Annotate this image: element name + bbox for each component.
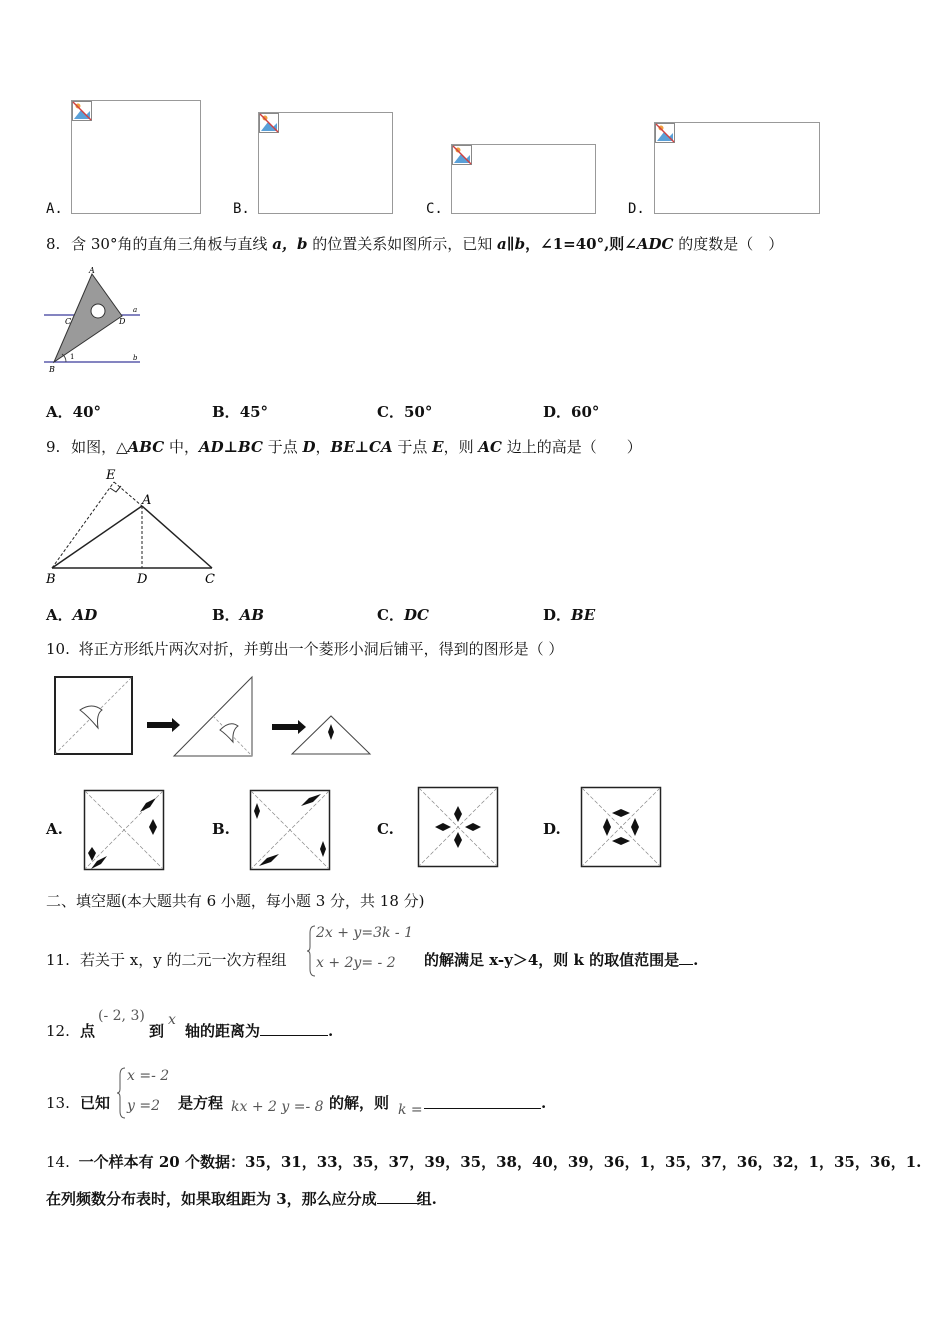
q9-ad: AD	[198, 438, 224, 456]
q8-option-b[interactable]	[212, 402, 268, 422]
q10-option-a-label: A.	[46, 820, 63, 838]
q7-option-c-label: C.	[426, 201, 443, 217]
q12-text-1: 点	[80, 1022, 96, 1040]
q12-answer-blank[interactable]	[260, 1021, 328, 1036]
q13-text-2: 是方程	[178, 1094, 224, 1112]
broken-image-icon	[72, 101, 92, 121]
q11-eq-1: 2x + y=3k - 1	[316, 925, 414, 941]
q11-number: 11.	[46, 951, 70, 969]
q12-question: 轴的距离为	[185, 1022, 261, 1040]
q12-text-3	[185, 1021, 333, 1041]
q9-label-a: A	[142, 493, 152, 508]
q9-number: 9.	[46, 438, 61, 456]
q10-number: 10.	[46, 640, 70, 658]
q8-lines-ab: a，b	[272, 235, 308, 253]
q9-d: D	[302, 438, 316, 456]
section-2-title: 二、填空题(本大题共有 6 小题，每小题 3 分，共 18 分)	[46, 892, 425, 910]
q10-option-b-label: B.	[212, 820, 230, 838]
option-label: D．	[543, 606, 572, 624]
q8-label-a: A	[89, 266, 95, 275]
q14-answer-blank[interactable]	[377, 1189, 417, 1204]
q11-brace	[306, 925, 316, 977]
q9-option-a[interactable]	[46, 605, 97, 625]
q9-label-c: C	[205, 572, 215, 587]
option-value: DC	[403, 606, 429, 624]
broken-image-icon	[452, 145, 472, 165]
option-value: AB	[239, 606, 265, 624]
q10-option-c-figure[interactable]	[417, 786, 499, 868]
option-value: 60°	[571, 403, 600, 421]
option-value: 50°	[403, 403, 433, 421]
q9-text: 中，	[164, 438, 199, 456]
q9-ca: CA	[369, 438, 393, 456]
q9-label-e: E	[106, 468, 116, 483]
q9-option-b[interactable]	[212, 605, 264, 625]
q9-option-c[interactable]	[377, 605, 429, 625]
q9-option-d[interactable]	[543, 605, 595, 625]
q9-text: 如图，△	[71, 438, 128, 456]
q9-be: BE	[330, 438, 355, 456]
q13-answer-blank[interactable]	[424, 1094, 541, 1109]
q14-data: 一个样本有 20 个数据：35，31，33，35，37，39，35，38，40，39，36，1，35，37，36，32，1，35，36，1.	[78, 1153, 922, 1171]
q9-text: 于点	[392, 438, 433, 456]
option-label: C．	[377, 606, 404, 624]
q8-stem	[46, 234, 783, 254]
q8-label-angle-1: 1	[70, 353, 75, 361]
q10-option-d-figure[interactable]	[580, 786, 662, 868]
q9-figure	[42, 464, 222, 588]
q13-text-3: 的解，则	[329, 1094, 390, 1112]
option-label: C．	[377, 403, 404, 421]
q12-point: (- 2, 3)	[98, 1008, 145, 1024]
q13-eq-1: x =- 2	[127, 1068, 170, 1084]
q10-option-d-label: D.	[543, 820, 561, 838]
q8-figure	[42, 264, 152, 376]
q9-stem	[46, 437, 642, 457]
q14-question: 在列频数分布表时，如果取组距为 3，那么应分成	[46, 1190, 377, 1208]
q10-option-b-figure[interactable]	[249, 789, 331, 871]
q11-period: .	[693, 951, 699, 969]
q8-option-c[interactable]	[377, 402, 432, 422]
q9-text: 于点	[262, 438, 303, 456]
option-label: B．	[212, 606, 240, 624]
q8-number: 8.	[46, 235, 61, 253]
q7-option-d-image	[654, 122, 820, 214]
q13-eq-3: kx + 2 y =- 8	[231, 1099, 324, 1115]
q11-text-1: 若关于 x，y 的二元一次方程组	[80, 951, 287, 969]
q9-bc: BC	[238, 438, 263, 456]
q8-angle: ，∠1=40°,则∠	[525, 235, 637, 253]
q14-number: 14.	[46, 1153, 70, 1171]
q12-number: 12.	[46, 1022, 70, 1040]
q7-option-b-image	[258, 112, 393, 214]
q11-eq-2: x + 2y= - 2	[316, 955, 396, 971]
q8-text: 的位置关系如图所示，已知	[307, 235, 497, 253]
q9-text: ，则	[443, 438, 479, 456]
q13-k: k =	[398, 1102, 423, 1118]
q9-ac: AC	[478, 438, 502, 456]
q9-abc: ABC	[127, 438, 165, 456]
q10-option-a-figure[interactable]	[83, 789, 165, 871]
q14-line-1	[46, 1152, 921, 1172]
option-value: AD	[72, 606, 98, 624]
q9-perp: ⊥	[354, 438, 370, 456]
q8-label-line-a: a	[133, 306, 138, 314]
q13-period: .	[541, 1094, 547, 1112]
broken-image-icon	[259, 113, 279, 133]
q8-label-c: C	[65, 317, 72, 326]
q10-option-c-label: C.	[377, 820, 394, 838]
q13-brace	[116, 1067, 126, 1119]
q10-text: 将正方形纸片两次对折，并剪出一个菱形小洞后铺平，得到的图形是（ ）	[78, 640, 564, 658]
q12-text-2: 到	[149, 1022, 165, 1040]
q7-option-c-image	[451, 144, 596, 214]
q8-adc: ADC	[636, 235, 674, 253]
broken-image-icon	[655, 123, 675, 143]
q7-option-d-label: D.	[628, 201, 645, 217]
q7-option-a-image	[71, 100, 201, 214]
q8-label-d: D	[119, 317, 126, 326]
q10-folding-figure	[52, 674, 374, 758]
q9-label-d: D	[137, 572, 148, 587]
q10-stem	[46, 639, 563, 659]
q11-answer-blank[interactable]	[679, 950, 693, 965]
q9-text: ，	[315, 438, 331, 456]
q8-option-a[interactable]	[46, 402, 101, 422]
q13-number: 13.	[46, 1094, 70, 1112]
q12-axis: x	[168, 1012, 176, 1028]
q12-period: .	[328, 1022, 334, 1040]
q9-text: 边上的高是（ ）	[501, 438, 642, 456]
option-value: 40°	[72, 403, 102, 421]
option-label: B．	[212, 403, 240, 421]
option-value: 45°	[239, 403, 269, 421]
option-value: BE	[571, 606, 596, 624]
q8-parallel: a∥b	[496, 235, 526, 253]
q11-text-2	[424, 950, 698, 970]
q8-option-d[interactable]	[543, 402, 599, 422]
q9-label-b: B	[46, 572, 56, 587]
q13-text-1: 已知	[80, 1094, 111, 1112]
q14-line-2	[46, 1189, 437, 1209]
q14-tail: 组.	[416, 1190, 437, 1208]
q9-e: E	[432, 438, 444, 456]
option-label: A．	[46, 403, 73, 421]
q13-eq-2: y =2	[127, 1098, 160, 1114]
q8-text: 的度数是（ ）	[673, 235, 784, 253]
q7-option-a-label: A.	[46, 201, 63, 217]
q8-label-line-b: b	[133, 354, 138, 362]
option-label: A．	[46, 606, 73, 624]
q7-option-b-label: B.	[233, 201, 250, 217]
option-label: D．	[543, 403, 572, 421]
q11-condition: 的解满足 x-y＞4，则 k 的取值范围是	[424, 951, 680, 969]
q8-text: 含 30°角的直角三角板与直线	[71, 235, 273, 253]
q8-label-b: B	[49, 365, 55, 374]
q9-perp: ⊥	[223, 438, 239, 456]
